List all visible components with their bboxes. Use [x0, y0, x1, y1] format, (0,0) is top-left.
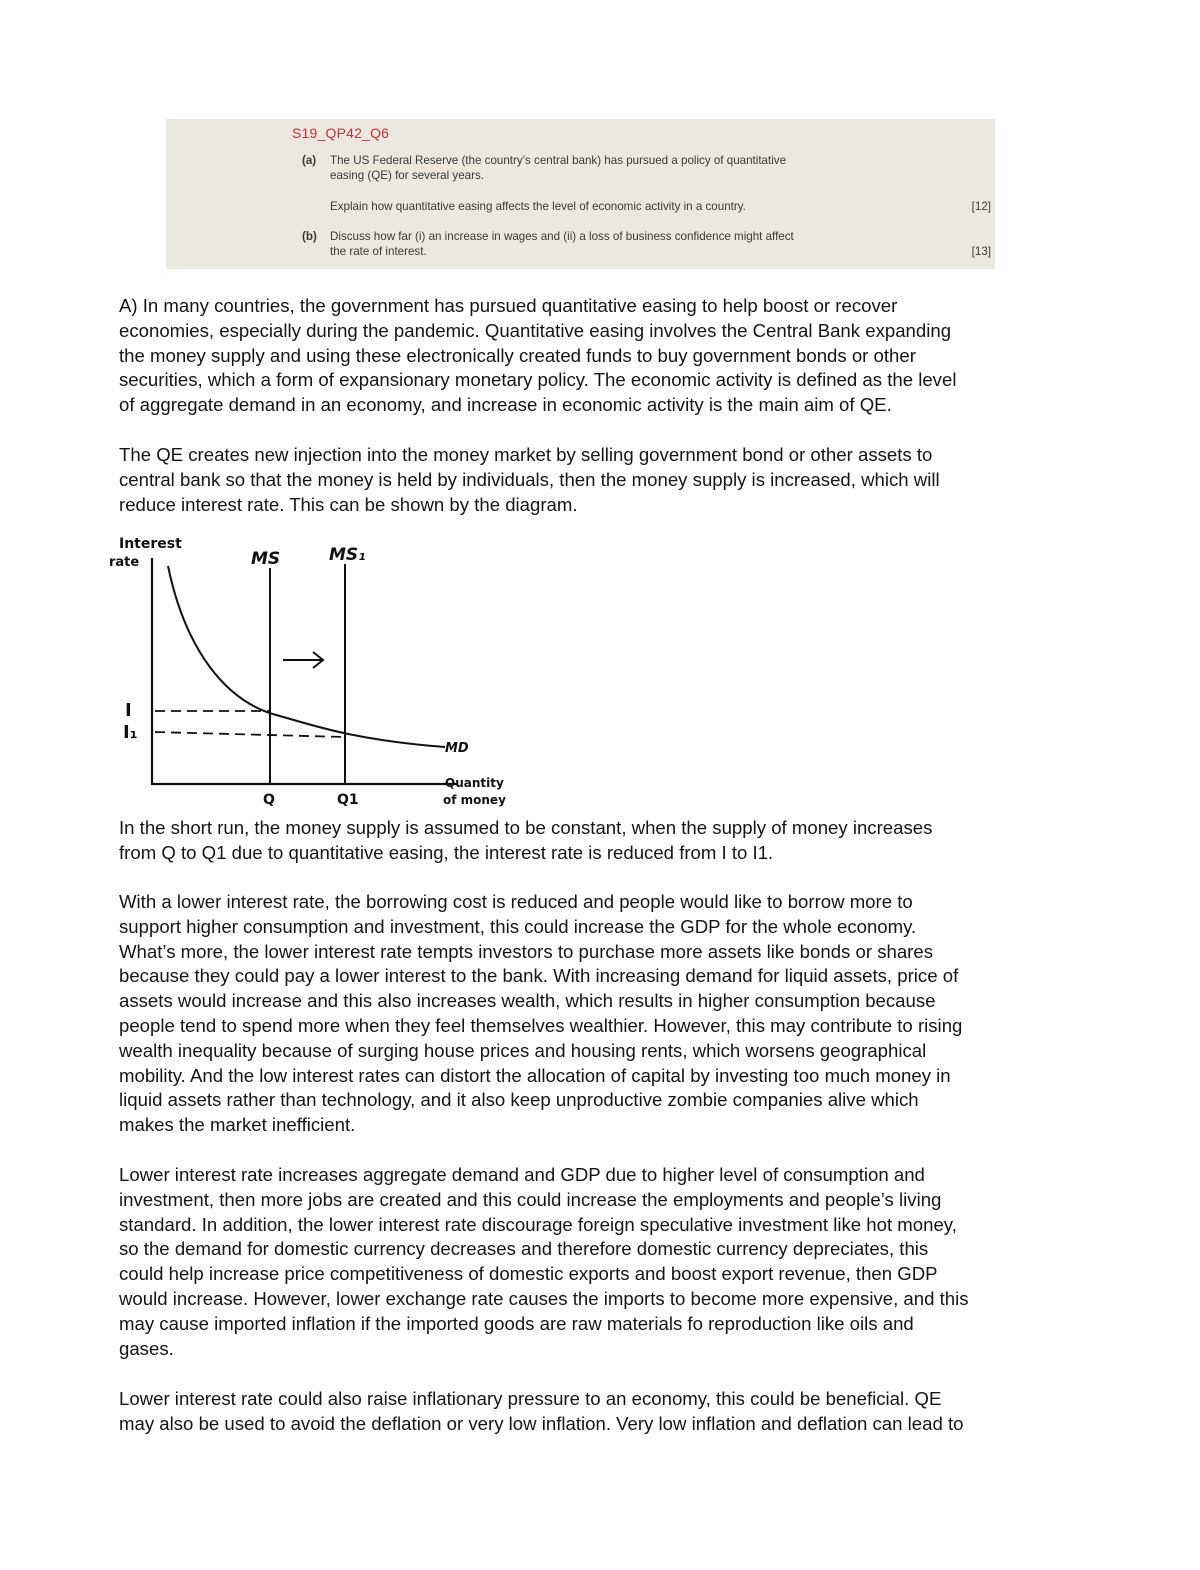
y-axis-label-line-2: rate	[109, 555, 140, 570]
text-line: standard. In addition, the lower interest rate discourage foreign speculative investment like hot money,	[119, 1213, 957, 1235]
q1-label: Q1	[337, 792, 359, 808]
text-line: Lower interest rate increases aggregate demand and GDP due to higher level of consumption and	[119, 1164, 925, 1185]
text-line: reduce interest rate. This can be shown by the diagram.	[119, 493, 578, 515]
text-line: may also be used to avoid the deflation or very low inflation. Very low inflation and deflation can lead to	[119, 1412, 964, 1434]
text-line: gases.	[119, 1337, 174, 1359]
question-code: S19_QP42_Q6	[292, 125, 390, 141]
text-line: Lower interest rate could also raise inflationary pressure to an economy, this could be beneficial. QE	[119, 1388, 942, 1409]
question-part-b	[302, 229, 991, 261]
text-line: investment, then more jobs are created and this could increase the employments and people’s living	[119, 1188, 942, 1210]
ms-label: MS	[251, 549, 281, 569]
part-b-marks: [13]	[971, 245, 991, 258]
part-a-text	[330, 153, 855, 183]
part-a-marks: [12]	[971, 200, 991, 213]
text-line: the money supply and using these electronically created funds to buy government bonds or other	[119, 344, 916, 366]
q-label: Q	[263, 792, 275, 808]
text-line: wealth inequality because of surging house prices and housing rents, which worsens geographical	[119, 1039, 927, 1061]
text-line: In the short run, the money supply is assumed to be constant, when the supply of money increases	[119, 817, 933, 838]
x-axis-label-line-1: Quantity	[445, 776, 504, 790]
text-line: of aggregate demand in an economy, and increase in economic activity is the main aim of QE.	[119, 394, 892, 416]
text-line: because they could pay a lower interest to the bank. With increasing demand for liquid assets, price of	[119, 965, 959, 987]
part-a-line-1: The US Federal Reserve (the country’s central bank) has pursued a policy of quantitative	[330, 154, 787, 167]
y-axis-label-line-1: Interest	[119, 536, 182, 552]
i1-label: I₁	[123, 722, 138, 743]
i1-dashed-line	[155, 732, 345, 737]
text-line: people tend to spend more when they feel themselves wealthier. However, this may contribute to rising	[119, 1014, 963, 1036]
question-part-a-instruction	[302, 199, 991, 215]
x-axis-label-line-2: of money	[443, 793, 506, 807]
part-a-instruction: Explain how quantitative easing affects the level of economic activity in a country.	[330, 200, 746, 213]
text-line: A) In many countries, the government has pursued quantitative easing to help boost or recover	[119, 295, 898, 316]
text-line: makes the market inefficient.	[119, 1114, 356, 1136]
part-b-line-1: Discuss how far (i) an increase in wages and (ii) a loss of business confidence might affect	[330, 230, 794, 243]
paragraph-intro	[119, 294, 1094, 418]
text-line: liquid assets rather than technology, and it also keep unproductive zombie companies alive which	[119, 1089, 919, 1111]
money-market-diagram	[105, 528, 525, 818]
text-line: What’s more, the lower interest rate tempts investors to purchase more assets like bonds or shares	[119, 940, 934, 962]
paragraph-borrowing	[119, 890, 1094, 1138]
text-line: central bank so that the money is held by individuals, then the money supply is increased, which will	[119, 468, 940, 490]
text-line: would increase. However, lower exchange rate causes the imports to become more expensive, and this	[119, 1287, 969, 1309]
part-b-label: (b)	[302, 230, 317, 243]
part-a-line-2: easing (QE) for several years.	[330, 169, 484, 182]
text-line: With a lower interest rate, the borrowing cost is reduced and people would like to borrow more to	[119, 891, 913, 912]
paragraph-qe-mechanism	[119, 443, 1094, 517]
text-line: from Q to Q1 due to quantitative easing, the interest rate is reduced from I to I1.	[119, 841, 774, 863]
paragraph-aggregate-demand	[119, 1163, 1094, 1361]
ms1-label: MS₁	[329, 545, 366, 565]
text-line: assets would increase and this also increases wealth, which results in higher consumption because	[119, 990, 936, 1012]
part-b-line-2: the rate of interest.	[330, 245, 427, 258]
exam-question-box	[166, 119, 995, 269]
md-label: MD	[445, 741, 469, 756]
text-line: securities, which a form of expansionary monetary policy. The economic activity is defined as the level	[119, 369, 957, 391]
text-line: so the demand for domestic currency decreases and therefore domestic currency depreciates, this	[119, 1238, 929, 1260]
text-line: The QE creates new injection into the money market by selling government bond or other assets to	[119, 444, 933, 465]
text-line: economies, especially during the pandemic. Quantitative easing involves the Central Bank expanding	[119, 319, 952, 341]
i-label: I	[125, 700, 132, 721]
text-line: mobility. And the low interest rates can distort the allocation of capital by investing too much money in	[119, 1064, 951, 1086]
shift-arrow-icon	[283, 652, 323, 668]
text-line: may cause imported inflation if the imported goods are raw materials fo reproduction like oils and	[119, 1312, 914, 1334]
md-curve	[168, 566, 445, 747]
paragraph-short-run	[119, 816, 1094, 866]
text-line: could help increase price competitiveness of domestic exports and boost export revenue, then GDP	[119, 1263, 938, 1285]
paragraph-inflation	[119, 1387, 1094, 1437]
diagram-axes	[152, 558, 457, 784]
question-part-a	[302, 153, 855, 185]
text-line: support higher consumption and investment, this could increase the GDP for the whole economy.	[119, 915, 917, 937]
part-b-text	[330, 229, 855, 259]
part-a-label: (a)	[302, 154, 317, 167]
